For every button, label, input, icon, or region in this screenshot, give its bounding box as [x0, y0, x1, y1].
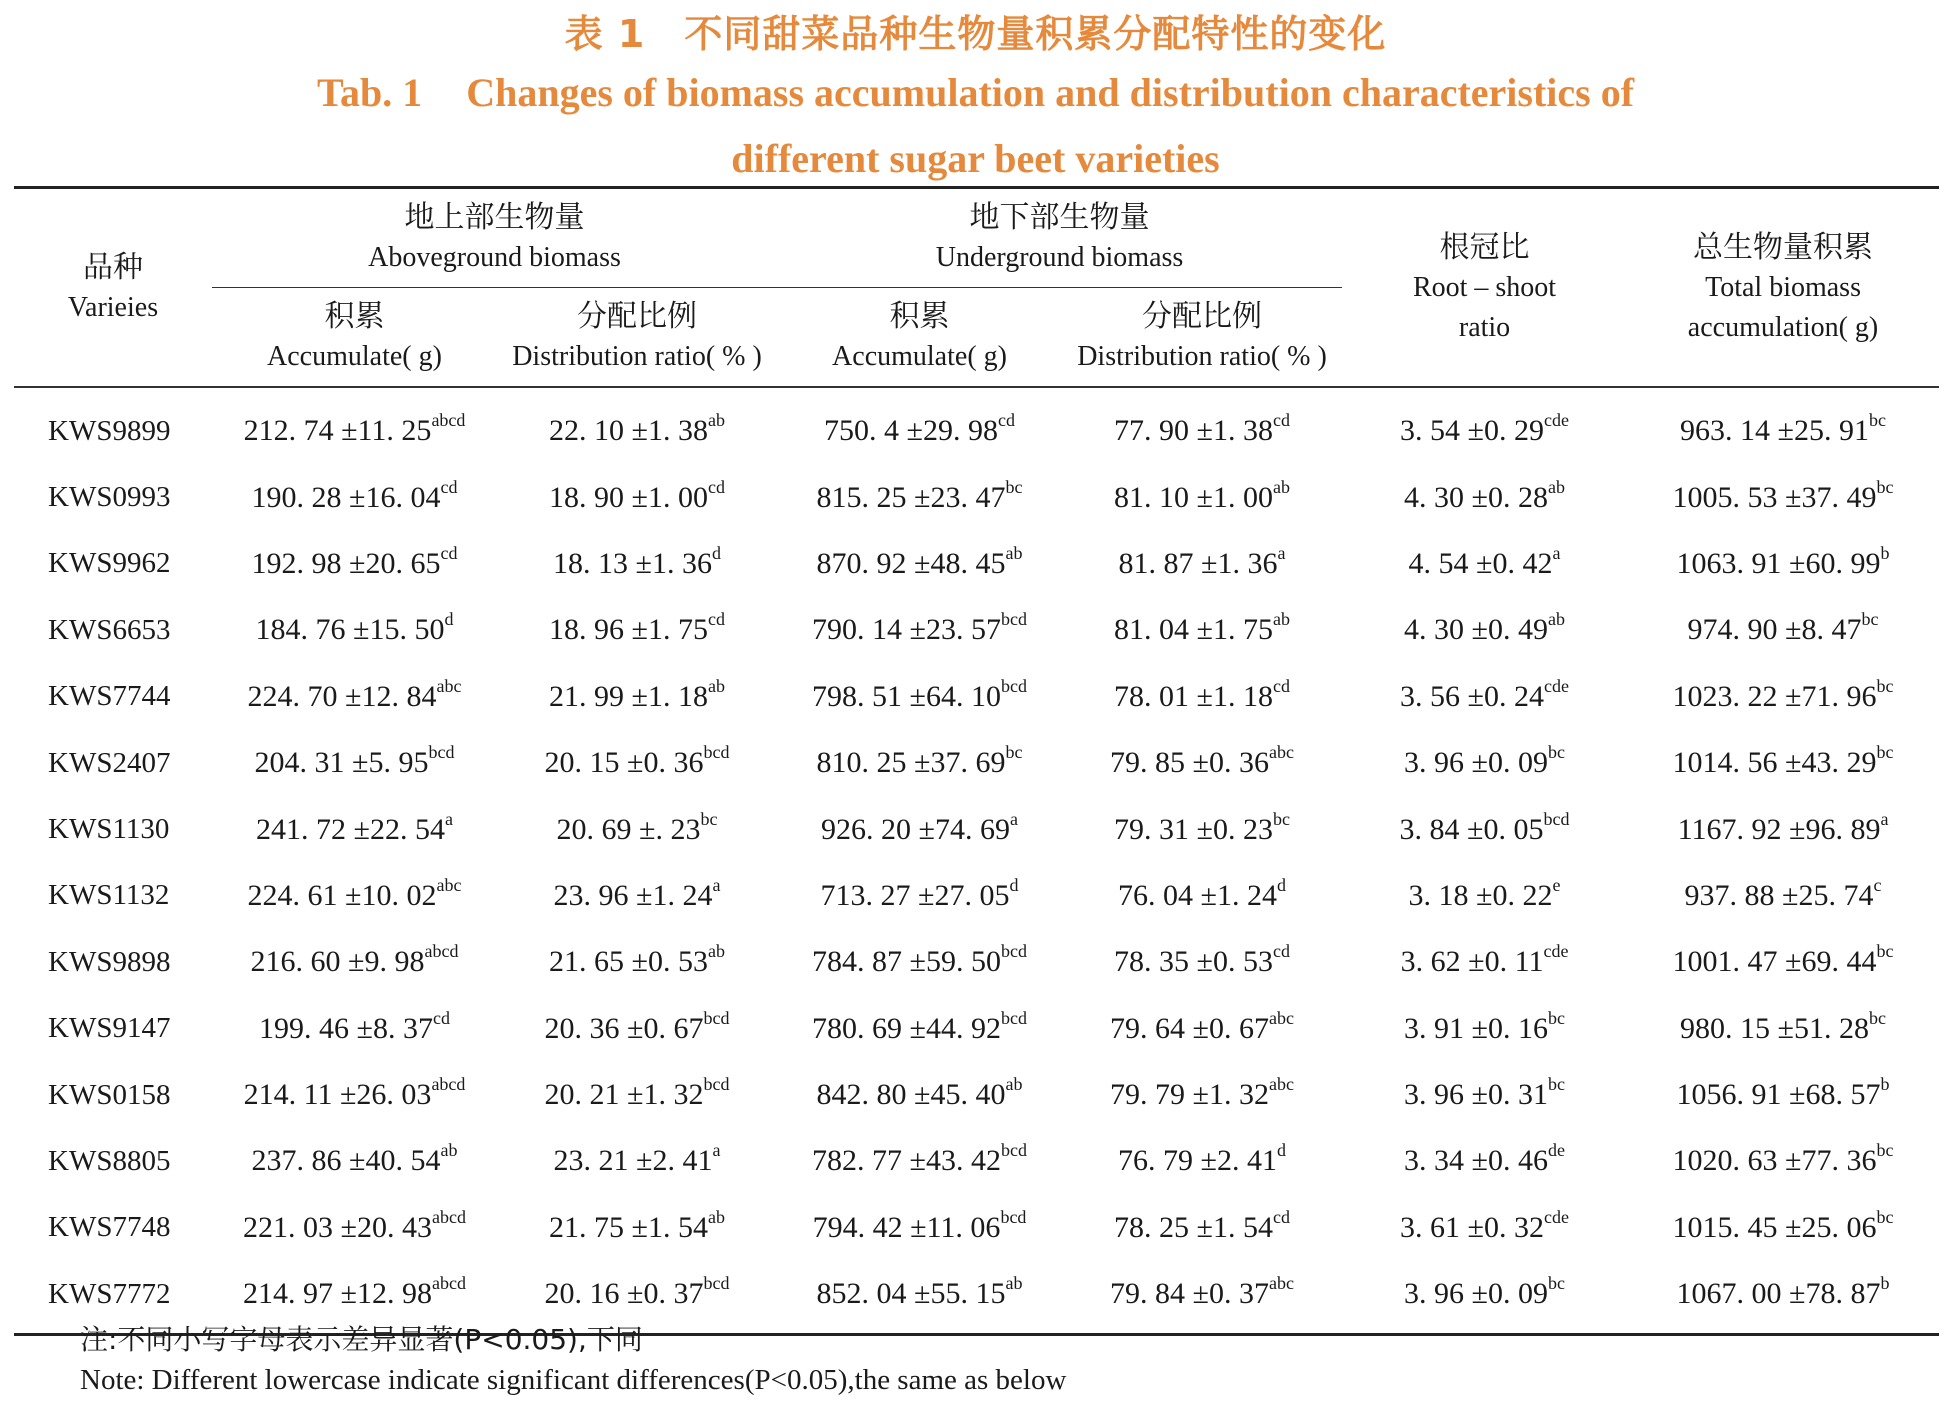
header-aboveground: 地上部生物量 Aboveground biomass [212, 188, 777, 288]
value-text: 79. 79 ±1. 32 [1110, 1078, 1270, 1112]
value-text: 798. 51 ±64. 10 [812, 679, 1001, 713]
value-text: 1015. 45 ±25. 06 [1672, 1210, 1877, 1244]
cell-value [1342, 1195, 1627, 1261]
significance-letters: bcd [1001, 675, 1027, 696]
cell-variety: KWS9962 [48, 547, 171, 580]
value-text: 204. 31 ±5. 95 [254, 746, 429, 780]
significance-letters: abc [1269, 1074, 1294, 1095]
value-text: 4. 30 ±0. 49 [1404, 613, 1549, 647]
value-text: 852. 04 ±55. 15 [816, 1277, 1006, 1311]
value-text: 77. 90 ±1. 38 [1114, 414, 1273, 448]
cell-value [1062, 1261, 1342, 1335]
significance-letters: bc [1869, 410, 1887, 431]
cell-value [1627, 1062, 1939, 1128]
table-row [14, 863, 1939, 929]
significance-letters: bc [1876, 1206, 1894, 1227]
significance-letters: cde [1544, 410, 1569, 431]
title-english-line2: different sugar beet varieties [731, 136, 1220, 181]
significance-letters: ab [1005, 542, 1023, 563]
table-row [14, 1062, 1939, 1128]
cell-variety: KWS7772 [48, 1277, 171, 1310]
significance-letters: bcd [703, 742, 730, 763]
significance-letters: bc [1005, 476, 1023, 497]
value-text: 1005. 53 ±37. 49 [1672, 480, 1877, 514]
value-text: 963. 14 ±25. 91 [1680, 414, 1870, 448]
header-varieties: 品种 Varieies [67, 249, 159, 323]
significance-letters: abc [436, 874, 462, 895]
significance-letters: bc [1548, 742, 1566, 763]
value-text: 4. 30 ±0. 28 [1404, 480, 1549, 514]
cell-value [212, 730, 497, 796]
cell-value [1062, 464, 1342, 530]
value-text: 3. 91 ±0. 16 [1404, 1011, 1549, 1045]
significance-letters: bc [1876, 742, 1894, 763]
significance-letters: abc [436, 675, 462, 696]
significance-letters: e [1552, 874, 1561, 895]
title-english-line1: Changes of biomass accumulation and distribution characteristics of [466, 70, 1635, 115]
value-text: 78. 25 ±1. 54 [1114, 1210, 1273, 1244]
cell-value [1627, 464, 1939, 530]
significance-letters: abc [1269, 1007, 1294, 1028]
cell-value [212, 464, 497, 530]
value-text: 4. 54 ±0. 42 [1408, 546, 1553, 580]
cell-value [212, 664, 497, 730]
value-text: 199. 46 ±8. 37 [259, 1011, 433, 1045]
header-above-distribution: 分配比例 Distribution ratio( % ) [512, 299, 762, 372]
cell-value [1627, 531, 1939, 597]
value-text: 750. 4 ±29. 98 [824, 414, 998, 448]
significance-letters: cde [1544, 675, 1569, 696]
significance-letters: d [444, 609, 454, 630]
value-text: 810. 25 ±37. 69 [816, 746, 1006, 780]
value-text: 20. 36 ±0. 67 [544, 1011, 704, 1045]
value-text: 780. 69 ±44. 92 [812, 1011, 1001, 1045]
value-text: 18. 96 ±1. 75 [549, 613, 708, 647]
value-text: 3. 61 ±0. 32 [1400, 1210, 1545, 1244]
cell-value [777, 1062, 1062, 1128]
significance-letters: d [1277, 874, 1286, 895]
cell-value [1062, 597, 1342, 663]
cell-variety: KWS1130 [48, 813, 170, 846]
cell-value [212, 796, 497, 862]
value-text: 81. 10 ±1. 00 [1114, 480, 1273, 514]
value-text: 76. 04 ±1. 24 [1118, 878, 1277, 912]
cell-value [777, 863, 1062, 929]
cell-value [1627, 996, 1939, 1062]
table-row [14, 387, 1939, 464]
value-text: 79. 31 ±0. 23 [1114, 812, 1273, 846]
cell-value [1062, 796, 1342, 862]
cell-value [497, 1195, 777, 1261]
table-caption [0, 0, 1951, 192]
cell-value [1342, 1062, 1627, 1128]
significance-letters: bc [1548, 1273, 1566, 1294]
significance-letters: abc [1269, 1273, 1294, 1294]
cell-value [212, 387, 497, 464]
value-text: 3. 18 ±0. 22 [1408, 878, 1553, 912]
significance-letters: bcd [703, 1007, 730, 1028]
cell-variety: KWS0993 [48, 481, 171, 514]
value-text: 81. 04 ±1. 75 [1114, 613, 1273, 647]
value-text: 794. 42 ±11. 06 [812, 1210, 1001, 1244]
significance-letters: bc [1548, 1074, 1566, 1095]
significance-letters: abcd [431, 1273, 466, 1294]
cell-value [1062, 996, 1342, 1062]
value-text: 815. 25 ±23. 47 [816, 480, 1006, 514]
significance-letters: a [1880, 808, 1889, 829]
cell-value [497, 929, 777, 995]
cell-value [497, 996, 777, 1062]
cell-value [777, 1128, 1062, 1194]
significance-letters: bcd [1000, 1206, 1027, 1227]
value-text: 1014. 56 ±43. 29 [1672, 746, 1877, 780]
value-text: 870. 92 ±48. 45 [816, 546, 1006, 580]
significance-letters: bc [1548, 1007, 1566, 1028]
note-english: Note: Different lowercase indicate significant differences(P<0.05),the same as below [80, 1364, 1067, 1396]
significance-letters: cde [1543, 941, 1569, 962]
cell-value [1062, 1062, 1342, 1128]
significance-letters: ab [1273, 609, 1290, 630]
table-row [14, 730, 1939, 796]
table-row [14, 929, 1939, 995]
significance-letters: abcd [424, 941, 459, 962]
significance-letters: ab [1005, 1074, 1023, 1095]
value-text: 224. 61 ±10. 02 [247, 878, 437, 912]
cell-value [497, 531, 777, 597]
cell-variety: KWS7744 [48, 680, 171, 713]
table-header [14, 188, 1939, 388]
value-text: 790. 14 ±23. 57 [812, 613, 1001, 647]
value-text: 212. 74 ±11. 25 [243, 414, 432, 448]
cell-variety: KWS9147 [48, 1012, 171, 1045]
value-text: 926. 20 ±74. 69 [821, 812, 1010, 846]
cell-value [1342, 531, 1627, 597]
significance-letters: a [444, 808, 453, 829]
cell-value [1342, 387, 1627, 464]
value-text: 1023. 22 ±71. 96 [1672, 679, 1877, 713]
significance-letters: de [1548, 1140, 1566, 1161]
value-text: 842. 80 ±45. 40 [816, 1078, 1006, 1112]
cell-value [1627, 1261, 1939, 1335]
cell-value [497, 730, 777, 796]
value-text: 23. 96 ±1. 24 [553, 878, 713, 912]
header-root-shoot-ratio: 根冠比 Root – shoot ratio [1412, 229, 1557, 343]
significance-letters: cd [1273, 410, 1290, 431]
cell-variety: KWS8805 [48, 1144, 171, 1177]
cell-value [497, 597, 777, 663]
cell-value [777, 597, 1062, 663]
cell-value [212, 597, 497, 663]
significance-letters: d [1277, 1140, 1286, 1161]
value-text: 974. 90 ±8. 47 [1687, 613, 1862, 647]
header-under-accumulate: 积累 Accumulate( g) [832, 299, 1007, 372]
significance-letters: cd [440, 476, 458, 497]
table-row [14, 1128, 1939, 1194]
cell-value [1062, 664, 1342, 730]
significance-letters: cd [998, 410, 1015, 431]
header-underground: 地下部生物量 Underground biomass [777, 188, 1342, 288]
cell-value [1627, 1128, 1939, 1194]
value-text: 784. 87 ±59. 50 [812, 945, 1001, 979]
value-text: 980. 15 ±51. 28 [1680, 1011, 1870, 1045]
table-row [14, 996, 1939, 1062]
value-text: 3. 84 ±0. 05 [1399, 812, 1544, 846]
value-text: 214. 97 ±12. 98 [243, 1277, 432, 1311]
value-text: 79. 85 ±0. 36 [1110, 746, 1270, 780]
significance-letters: abc [1269, 742, 1294, 763]
value-text: 3. 96 ±0. 09 [1404, 1277, 1549, 1311]
value-text: 20. 16 ±0. 37 [544, 1277, 704, 1311]
cell-value [1627, 387, 1939, 464]
value-text: 184. 76 ±15. 50 [255, 613, 445, 647]
value-text: 23. 21 ±2. 41 [553, 1144, 713, 1178]
cell-value [497, 464, 777, 530]
cell-value [212, 996, 497, 1062]
cell-value [777, 796, 1062, 862]
significance-letters: c [1873, 874, 1882, 895]
significance-letters: abcd [431, 1206, 466, 1227]
note-chinese: 注:不同小写字母表示差异显著(P<0.05),下同 [80, 1323, 643, 1356]
cell-value [497, 796, 777, 862]
significance-letters: cde [1544, 1206, 1569, 1227]
value-text: 20. 15 ±0. 36 [544, 746, 704, 780]
cell-value [1627, 597, 1939, 663]
significance-letters: bcd [1001, 609, 1027, 630]
value-text: 1056. 91 ±68. 57 [1676, 1078, 1881, 1112]
table-row [14, 796, 1939, 862]
cell-value [497, 1128, 777, 1194]
significance-letters: bc [1876, 675, 1894, 696]
value-text: 20. 69 ±. 23 [556, 812, 701, 846]
significance-letters: bcd [428, 742, 455, 763]
value-text: 1020. 63 ±77. 36 [1672, 1144, 1877, 1178]
significance-letters: cd [707, 476, 725, 497]
significance-letters: bc [1861, 609, 1879, 630]
value-text: 3. 96 ±0. 09 [1404, 746, 1549, 780]
significance-letters: bc [1876, 1140, 1894, 1161]
significance-letters: a [1010, 808, 1018, 829]
significance-letters: a [1552, 542, 1561, 563]
significance-letters: a [712, 1140, 721, 1161]
cell-variety: KWS1132 [48, 879, 170, 912]
table-body [14, 387, 1939, 1335]
cell-value [497, 664, 777, 730]
significance-letters: d [1009, 874, 1019, 895]
cell-value [777, 531, 1062, 597]
significance-letters: bcd [1001, 941, 1027, 962]
significance-letters: bc [1876, 476, 1894, 497]
significance-letters: ab [707, 675, 725, 696]
value-text: 22. 10 ±1. 38 [549, 414, 708, 448]
value-text: 224. 70 ±12. 84 [247, 679, 437, 713]
cell-value [777, 387, 1062, 464]
significance-letters: b [1880, 1273, 1890, 1294]
value-text: 78. 01 ±1. 18 [1114, 679, 1273, 713]
value-text: 78. 35 ±0. 53 [1114, 945, 1273, 979]
cell-value [777, 664, 1062, 730]
cell-value [212, 1062, 497, 1128]
significance-letters: bc [1273, 808, 1290, 829]
cell-value [777, 1195, 1062, 1261]
cell-value [212, 1195, 497, 1261]
cell-value [1062, 531, 1342, 597]
cell-variety: KWS2407 [48, 746, 171, 779]
cell-value [1342, 1128, 1627, 1194]
value-text: 216. 60 ±9. 98 [250, 945, 425, 979]
header-total-biomass: 总生物量积累 Total biomass accumulation( g) [1687, 229, 1879, 343]
significance-letters: ab [1548, 609, 1566, 630]
cell-value [1627, 863, 1939, 929]
title-english [0, 60, 1951, 192]
biomass-table [14, 186, 1939, 1336]
value-text: 713. 27 ±27. 05 [820, 878, 1010, 912]
cell-value [1342, 664, 1627, 730]
cell-value [1342, 730, 1627, 796]
cell-value [212, 929, 497, 995]
significance-letters: cd [707, 609, 725, 630]
cell-value [1062, 387, 1342, 464]
value-text: 190. 28 ±16. 04 [251, 480, 441, 514]
value-text: 20. 21 ±1. 32 [544, 1078, 704, 1112]
cell-variety: KWS9899 [48, 414, 171, 447]
significance-letters: ab [707, 1206, 725, 1227]
value-text: 21. 65 ±0. 53 [549, 945, 708, 979]
header-under-distribution: 分配比例 Distribution ratio( % ) [1077, 299, 1327, 372]
title-chinese: 表 1 不同甜菜品种生物量积累分配特性的变化 [564, 12, 1387, 56]
cell-value [1627, 929, 1939, 995]
value-text: 3. 62 ±0. 11 [1400, 945, 1544, 979]
cell-value [1062, 1195, 1342, 1261]
cell-value [1627, 796, 1939, 862]
table-row [14, 531, 1939, 597]
cell-value [1062, 730, 1342, 796]
cell-value [497, 1062, 777, 1128]
cell-value [497, 387, 777, 464]
significance-letters: a [712, 874, 721, 895]
significance-letters: d [711, 542, 721, 563]
significance-letters: ab [1005, 1273, 1023, 1294]
significance-letters: bc [1876, 941, 1894, 962]
significance-letters: ab [707, 410, 725, 431]
significance-letters: bc [1869, 1007, 1887, 1028]
significance-letters: abcd [431, 1074, 466, 1095]
significance-letters: bc [700, 808, 718, 829]
cell-value [1342, 996, 1627, 1062]
table-row [14, 464, 1939, 530]
value-text: 221. 03 ±20. 43 [243, 1210, 432, 1244]
value-text: 1063. 91 ±60. 99 [1676, 546, 1881, 580]
table-row [14, 1195, 1939, 1261]
cell-value [497, 863, 777, 929]
cell-variety: KWS6653 [48, 613, 171, 646]
value-text: 79. 64 ±0. 67 [1110, 1011, 1270, 1045]
value-text: 782. 77 ±43. 42 [812, 1144, 1001, 1178]
value-text: 79. 84 ±0. 37 [1110, 1277, 1270, 1311]
significance-letters: cd [1273, 1206, 1290, 1227]
cell-value [1342, 1261, 1627, 1335]
significance-letters: bcd [1543, 808, 1570, 829]
cell-value [1062, 1128, 1342, 1194]
significance-letters: bcd [1001, 1140, 1027, 1161]
significance-letters: abcd [431, 410, 466, 431]
value-text: 241. 72 ±22. 54 [256, 812, 445, 846]
value-text: 1067. 00 ±78. 87 [1676, 1277, 1881, 1311]
table-row [14, 664, 1939, 730]
value-text: 3. 54 ±0. 29 [1400, 414, 1545, 448]
value-text: 214. 11 ±26. 03 [243, 1078, 432, 1112]
cell-value [1062, 929, 1342, 995]
cell-value [1342, 929, 1627, 995]
table-row [14, 597, 1939, 663]
value-text: 937. 88 ±25. 74 [1684, 878, 1874, 912]
significance-letters: ab [1273, 476, 1290, 497]
cell-variety: KWS7748 [48, 1211, 171, 1244]
cell-value [1342, 597, 1627, 663]
cell-value [212, 531, 497, 597]
significance-letters: bcd [1001, 1007, 1027, 1028]
value-text: 3. 96 ±0. 31 [1404, 1078, 1549, 1112]
significance-letters: bc [1005, 742, 1023, 763]
cell-value [1627, 730, 1939, 796]
significance-letters: b [1880, 1074, 1890, 1095]
significance-letters: bcd [703, 1273, 730, 1294]
significance-letters: b [1880, 542, 1890, 563]
value-text: 3. 34 ±0. 46 [1404, 1144, 1549, 1178]
value-text: 1167. 92 ±96. 89 [1677, 812, 1881, 846]
significance-letters: cd [440, 542, 458, 563]
cell-value [1342, 464, 1627, 530]
table-label: Tab. 1 [316, 70, 423, 115]
cell-value [212, 1128, 497, 1194]
header-above-accumulate: 积累 Accumulate( g) [267, 299, 442, 372]
cell-value [1342, 863, 1627, 929]
value-text: 18. 90 ±1. 00 [549, 480, 708, 514]
value-text: 237. 86 ±40. 54 [251, 1144, 441, 1178]
significance-letters: bcd [703, 1074, 730, 1095]
significance-letters: ab [440, 1140, 458, 1161]
value-text: 76. 79 ±2. 41 [1118, 1144, 1277, 1178]
cell-variety: KWS9898 [48, 945, 171, 978]
significance-letters: cd [432, 1007, 450, 1028]
value-text: 18. 13 ±1. 36 [553, 546, 712, 580]
cell-value [777, 464, 1062, 530]
cell-value [1627, 1195, 1939, 1261]
cell-value [1062, 863, 1342, 929]
value-text: 1001. 47 ±69. 44 [1672, 945, 1877, 979]
cell-value [1342, 796, 1627, 862]
table-note [80, 1320, 1066, 1400]
cell-value [1627, 664, 1939, 730]
significance-letters: ab [707, 941, 725, 962]
cell-variety: KWS0158 [48, 1078, 171, 1111]
significance-letters: cd [1273, 941, 1290, 962]
value-text: 21. 75 ±1. 54 [549, 1210, 708, 1244]
cell-value [212, 863, 497, 929]
cell-value [777, 730, 1062, 796]
value-text: 192. 98 ±20. 65 [251, 546, 441, 580]
cell-value [777, 996, 1062, 1062]
significance-letters: ab [1548, 476, 1566, 497]
value-text: 21. 99 ±1. 18 [549, 679, 708, 713]
significance-letters: a [1277, 542, 1286, 563]
cell-value [777, 929, 1062, 995]
significance-letters: cd [1273, 675, 1290, 696]
value-text: 3. 56 ±0. 24 [1400, 679, 1545, 713]
value-text: 81. 87 ±1. 36 [1118, 546, 1278, 580]
